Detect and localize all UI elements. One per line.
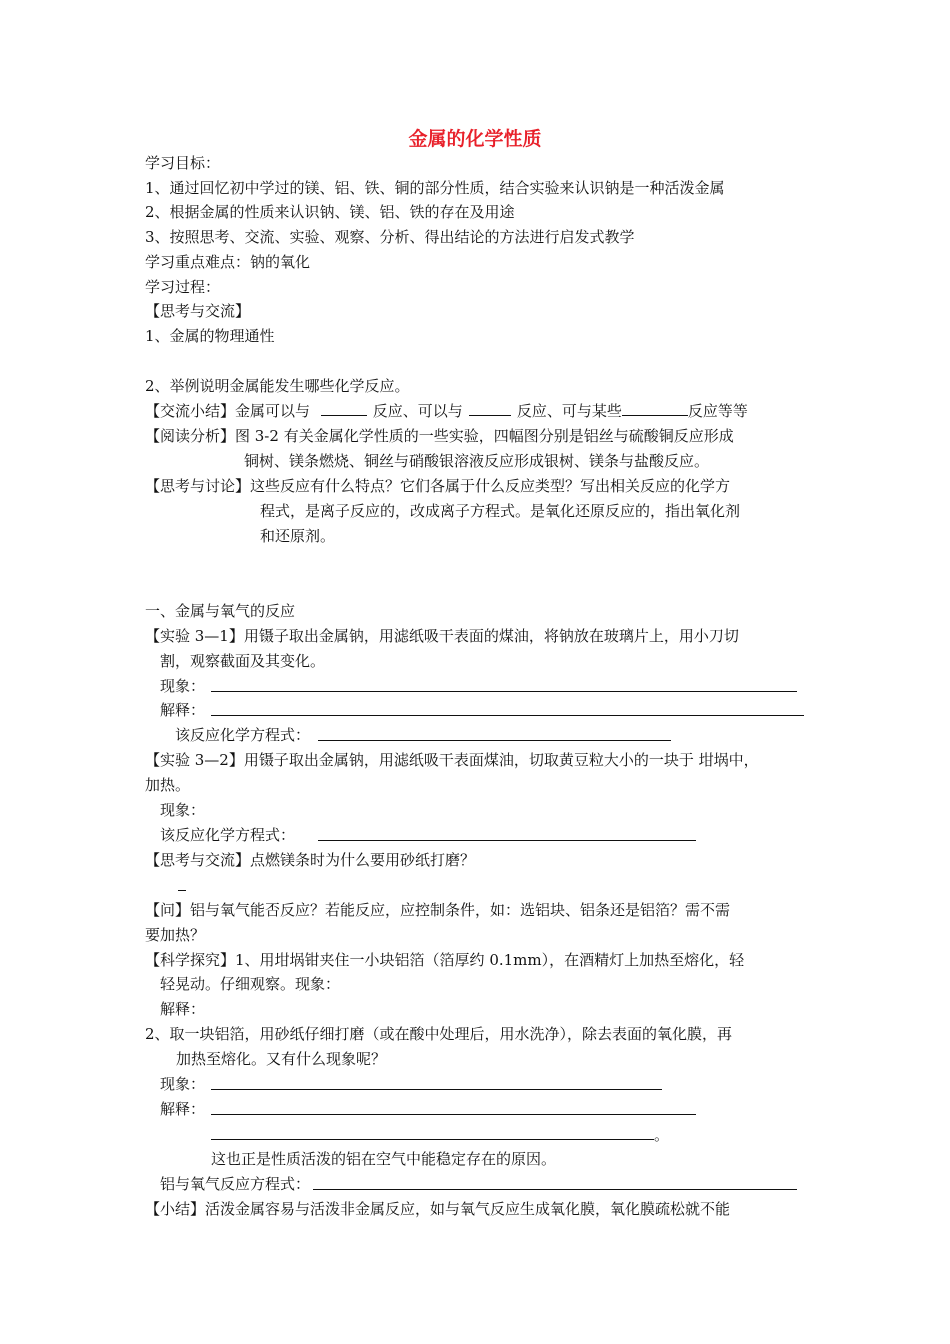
phenomenon-label: 现象： <box>160 677 206 695</box>
equation-label: 该反应化学方程式： <box>160 826 296 844</box>
reading-analysis: 【阅读分析】图 3-2 有关金属化学性质的一些实验，四幅图分别是铝丝与硫酸铜反应形成 <box>145 427 734 445</box>
explanation-label: 解释： <box>160 1000 206 1018</box>
phenomenon-label: 现象： <box>160 1075 206 1093</box>
summary-blank-2[interactable] <box>469 401 511 416</box>
summary-part2: 反应、可以与 <box>372 402 463 420</box>
question-cont: 要加热？ <box>145 926 206 944</box>
answer-line[interactable] <box>313 1189 797 1190</box>
summary-blank-3[interactable] <box>622 401 688 416</box>
explanation-label: 解释： <box>160 1100 206 1118</box>
conclusion: 【小结】活泼金属容易与活泼非金属反应，如与氧气反应生成氧化膜，氧化膜疏松就不能 <box>145 1200 731 1218</box>
goal-item: 3、按照思考、交流、实验、观察、分析、得出结论的方法进行启发式教学 <box>145 228 635 246</box>
item-chemical-reactions: 2、举例说明金属能发生哪些化学反应。 <box>145 377 410 395</box>
answer-line[interactable] <box>211 1139 654 1140</box>
summary-label: 【交流小结】金属可以与 <box>145 402 311 420</box>
page-title: 金属的化学性质 <box>408 128 542 150</box>
answer-line[interactable] <box>318 840 696 841</box>
experiment-3-1-cont: 割，观察截面及其变化。 <box>160 652 326 670</box>
think-exchange-magnesium: 【思考与交流】点燃镁条时为什么要用砂纸打磨？ <box>145 851 476 869</box>
experiment-3-2-cont: 加热。 <box>145 776 191 794</box>
reason-text: 这也正是性质活泼的铝在空气中能稳定存在的原因。 <box>211 1150 557 1168</box>
answer-line[interactable] <box>318 740 671 741</box>
summary-part4: 反应等等 <box>687 402 748 420</box>
answer-line[interactable] <box>211 715 804 716</box>
answer-mark <box>178 890 186 891</box>
goal-item: 1、通过回忆初中学过的镁、铝、铁、铜的部分性质，结合实验来认识钠是一种活泼金属 <box>145 179 725 197</box>
equation-label: 铝与氧气反应方程式： <box>160 1175 311 1193</box>
science-inquiry-2: 2、取一块铝箔，用砂纸仔细打磨（或在酸中处理后，用水洗净），除去表面的氧化膜，再 <box>145 1025 733 1043</box>
answer-line[interactable] <box>211 1114 696 1115</box>
experiment-3-1: 【实验 3—1】用镊子取出金属钠，用滤纸吸干表面的煤油，将钠放在玻璃片上，用小刀切 <box>145 627 739 645</box>
science-inquiry-2-cont: 加热至熔化。又有什么现象呢？ <box>176 1050 387 1068</box>
summary-blank-1[interactable] <box>321 401 367 416</box>
science-inquiry-cont: 轻晃动。仔细观察。现象： <box>160 975 341 993</box>
experiment-3-2: 【实验 3—2】用镊子取出金属钠，用滤纸吸干表面煤油，切取黄豆粒大小的一块于 坩埚中， <box>145 751 759 769</box>
answer-line[interactable] <box>211 691 797 692</box>
key-points: 学习重点难点：钠的氧化 <box>145 253 311 271</box>
section-heading: 一、金属与氧气的反应 <box>145 602 296 620</box>
process-heading: 学习过程： <box>145 278 221 296</box>
item-physical-properties: 1、金属的物理通性 <box>145 327 275 345</box>
summary-part3: 反应、可与某些 <box>516 402 622 420</box>
question: 【问】铝与氧气能否反应？若能反应，应控制条件，如：选铝块、铝条还是铝箔？需不需 <box>145 901 731 919</box>
exchange-summary <box>145 401 748 421</box>
discussion: 【思考与讨论】这些反应有什么特点？它们各属于什么反应类型？写出相关反应的化学方 <box>145 477 731 495</box>
think-exchange-label: 【思考与交流】 <box>145 302 251 320</box>
phenomenon-label: 现象： <box>160 801 206 819</box>
science-inquiry: 【科学探究】1、用坩埚钳夹住一小块铝箔（箔厚约 0.1mm），在酒精灯上加热至熔化，轻 <box>145 951 745 969</box>
goals-heading: 学习目标： <box>145 154 221 172</box>
equation-label: 该反应化学方程式： <box>175 726 311 744</box>
end-mark: 。 <box>654 1126 670 1144</box>
goal-item: 2、根据金属的性质来认识钠、镁、铝、铁的存在及用途 <box>145 203 515 221</box>
discussion-cont: 和还原剂。 <box>260 527 336 545</box>
reading-analysis-cont: 铜树、镁条燃烧、铜丝与硝酸银溶液反应形成银树、镁条与盐酸反应。 <box>244 452 710 470</box>
explanation-label: 解释： <box>160 701 206 719</box>
answer-line[interactable] <box>211 1089 662 1090</box>
discussion-cont: 程式，是离子反应的，改成离子方程式。是氧化还原反应的，指出氧化剂 <box>260 502 741 520</box>
